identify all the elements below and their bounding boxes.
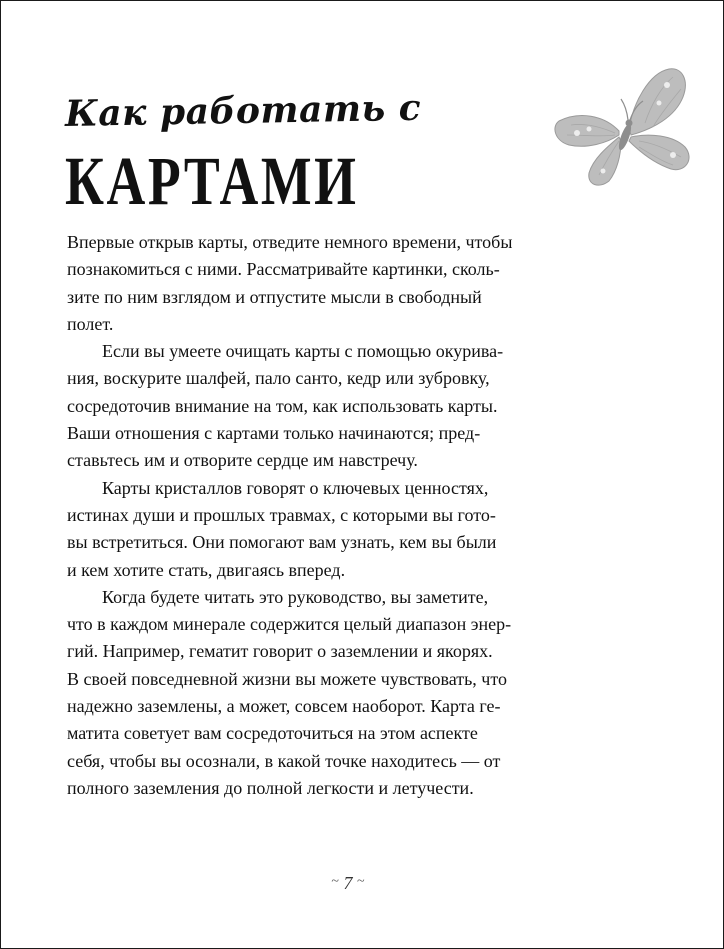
text-line: надежно заземлены, а может, совсем наоборот. Карта ге- — [67, 696, 501, 717]
chapter-title-main: КАРТАМИ — [65, 142, 359, 220]
text-line: В своей повседневной жизни вы можете чувствовать, что — [67, 668, 507, 689]
text-line: матита советует вам сосредоточиться на этом аспекте — [67, 723, 478, 744]
text-line: ния, воскурите шалфей, пало санто, кедр или зубровку, — [67, 368, 490, 389]
chapter-title-script: Как работать с — [64, 86, 422, 135]
text-line: Ваши отношения с картами только начинаются; пред- — [67, 423, 481, 444]
page-footer — [1, 873, 695, 894]
text-line: ставьтесь им и отворите сердце им навстречу. — [67, 450, 418, 471]
text-line: Когда будете читать это руководство, вы заметите, — [102, 586, 489, 607]
text-line: Впервые открыв карты, отведите немного времени, чтобы — [67, 232, 513, 252]
butterfly-icon — [549, 63, 699, 203]
body-text — [67, 229, 627, 802]
ornament-right: ~ — [357, 874, 365, 889]
text-line: что в каждом минерале содержится целый диапазон энер- — [67, 614, 512, 635]
ornament-left: ~ — [331, 874, 339, 889]
text-line: сосредоточив внимание на том, как использовать карты. — [67, 395, 498, 416]
text-line: Карты кристаллов говорят о ключевых ценностях, — [102, 477, 489, 498]
paragraph-3 — [67, 475, 627, 584]
paragraph-2 — [67, 338, 627, 474]
text-line: гий. Например, гематит говорит о заземлении и якорях. — [67, 641, 493, 662]
text-line: и кем хотите стать, двигаясь вперед. — [67, 559, 346, 580]
paragraph-4 — [67, 584, 627, 802]
text-line: зите по ним взглядом и отпустите мысли в свободный — [67, 286, 482, 307]
text-line: Если вы умеете очищать карты с помощью окурива- — [102, 341, 504, 362]
text-line: познакомиться с ними. Рассматривайте картинки, сколь- — [67, 259, 500, 280]
text-line: полет. — [67, 313, 114, 334]
paragraph-1 — [67, 229, 627, 338]
page-number: 7 — [343, 873, 353, 893]
text-line: истинах души и прошлых травмах, с которыми вы гото- — [67, 504, 496, 525]
text-line: полного заземления до полной легкости и летучести. — [67, 777, 474, 798]
text-line: себя, чтобы вы осознали, в какой точке находитесь — от — [67, 750, 501, 771]
text-line: вы встретиться. Они помогают вам узнать, кем вы были — [67, 532, 497, 553]
